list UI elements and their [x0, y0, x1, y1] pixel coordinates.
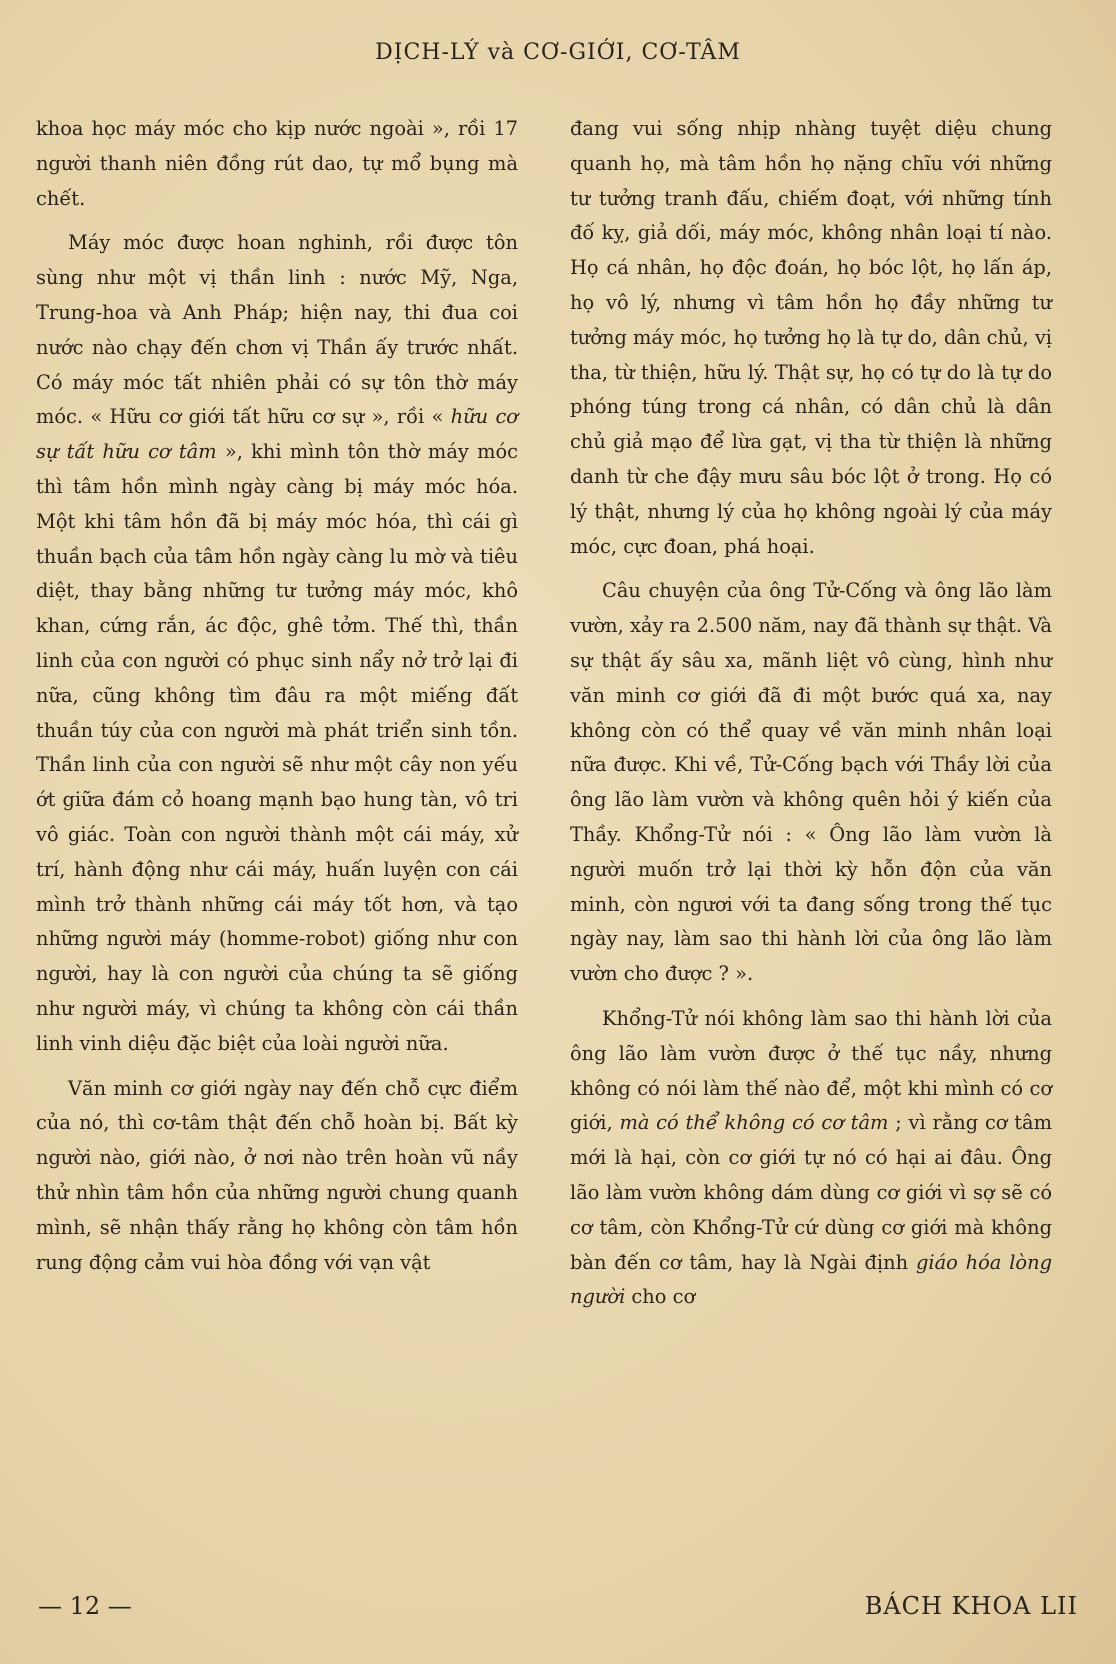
text-run: ; vì rằng cơ tâm mới là hại, còn cơ giới tự nó có hại ai đâu. Ông lão làm vườn không dám dùng cơ giới vì sợ sẽ có cơ tâm, còn Khổng-Tử cứ dùng cơ giới mà không bàn đến cơ tâm, hay là Ngài định [570, 1111, 1053, 1274]
text-run: Khổng-Tử nói không làm sao thi hành lời của ông lão làm vườn được ở thế tục nầy, nhưng không có nói làm thế nào để, một khi mình có cơ giới, [570, 1006, 1052, 1135]
page-number: — 12 — [38, 1592, 132, 1620]
paragraph: Câu chuyện của ông Tử-Cống và ông lão làm vườn, xảy ra 2.500 năm, nay đã thành sự thật. Và sự thật ấy sâu xa, mãnh liệt vô cùng, hình như văn minh cơ giới đã đi một bước quá xa, nay không còn có thể quay về văn minh nhân loại nữa được. Khi về, Tử-Cống bạch với Thầy lời của ông lão làm vườn và không quên hỏi ý kiến của Thầy. Khổng-Tử nói : « Ông lão làm vườn là người muốn trở lại thời kỳ hỗn độn của văn minh, còn ngươi với ta đang sống trong thế tục ngày nay, làm sao thi hành lời của ông lão làm vườn cho được ? ». [570, 579, 1052, 986]
right-column [570, 112, 1052, 1325]
left-column [36, 112, 518, 1290]
italic-phrase: hữu cơ sự tất hữu cơ tâm [36, 405, 518, 464]
paragraph: Văn minh cơ giới ngày nay đến chỗ cực điểm của nó, thì cơ-tâm thật đến chỗ hoàn bị. Bất kỳ người nào, giới nào, ở nơi nào trên hoàn vũ nầy thử nhìn tâm hồn của những người chung quanh mình, sẽ nhận thấy rằng họ không còn tâm hồn rung động cảm vui hòa đồng với vạn vật [36, 1076, 518, 1274]
paragraph: đang vui sống nhịp nhàng tuyệt diệu chung quanh họ, mà tâm hồn họ nặng chĩu với những tư tưởng tranh đấu, chiếm đoạt, với những tính đố kỵ, giả dối, máy móc, không nhân loại tí nào. Họ cá nhân, họ độc đoán, họ bóc lột, họ lấn áp, họ vô lý, nhưng vì tâm hồn họ đầy những tư tưởng máy móc, họ tưởng họ là tự do, dân chủ, vị tha, từ thiện, hữu lý. Thật sự, họ có tự do là tự do phóng túng trong cá nhân, có dân chủ là dân chủ giả mạo để lừa gạt, vị tha từ thiện là những danh từ che đậy mưu sâu bóc lột ở trong. Họ có lý thật, nhưng lý của họ không ngoài lý của máy móc, cực đoan, phá hoại. [570, 117, 1052, 558]
running-header: DỊCH-LÝ và CƠ-GIỚI, CƠ-TÂM [375, 40, 741, 65]
text-run: », khi mình tôn thờ máy móc thì tâm hồn mình ngày càng bị máy móc hóa. Một khi tâm hồn đã bị máy móc hóa, thì cái gì thuần bạch của tâm hồn ngày càng lu mờ và tiêu diệt, thay bằng những tư tưởng máy móc, khô khan, cứng rắn, ác độc, ghê tởm. Thế thì, thần linh của con người có phục sinh nẩy nở trở lại đi nữa, cũng không tìm đâu ra một miếng đất thuần túy của con người mà phát triển sinh tồn. Thần linh của con người sẽ như một cây non yếu ớt giữa đám cỏ hoang mạnh bạo hung tàn, vô tri vô giác. Toàn con người thành một cái máy, xử trí, hành động như cái máy, huấn luyện con cái mình trở thành những cái máy tốt hơn, và tạo những người máy (homme-robot) giống như con người, hay là con người của chúng ta sẽ giống như người máy, vì chúng ta không còn cái thần linh vinh diệu đặc biệt của loài người nữa. [36, 440, 518, 1055]
text-run: cho cơ [625, 1285, 696, 1309]
paragraph [36, 226, 518, 1061]
journal-title: BÁCH KHOA LII [864, 1592, 1078, 1620]
paragraph: khoa học máy móc cho kịp nước ngoài », rồi 17 người thanh niên đồng rút dao, tự mổ bụng mà chết. [36, 117, 518, 210]
paragraph [570, 1002, 1052, 1315]
text-run: Máy móc được hoan nghinh, rồi được tôn sùng như một vị thần linh : nước Mỹ, Nga, Trung-hoa và Anh Pháp; hiện nay, thi đua coi nước nào chạy đến chơn vị Thần ấy trước nhất. Có máy móc tất nhiên phải có sự tôn thờ máy móc. « Hữu cơ giới tất hữu cơ sự », rồi « [36, 231, 518, 429]
italic-phrase: mà có thể không có cơ tâm [619, 1111, 889, 1135]
italic-phrase: giáo hóa lòng người [570, 1250, 1052, 1309]
